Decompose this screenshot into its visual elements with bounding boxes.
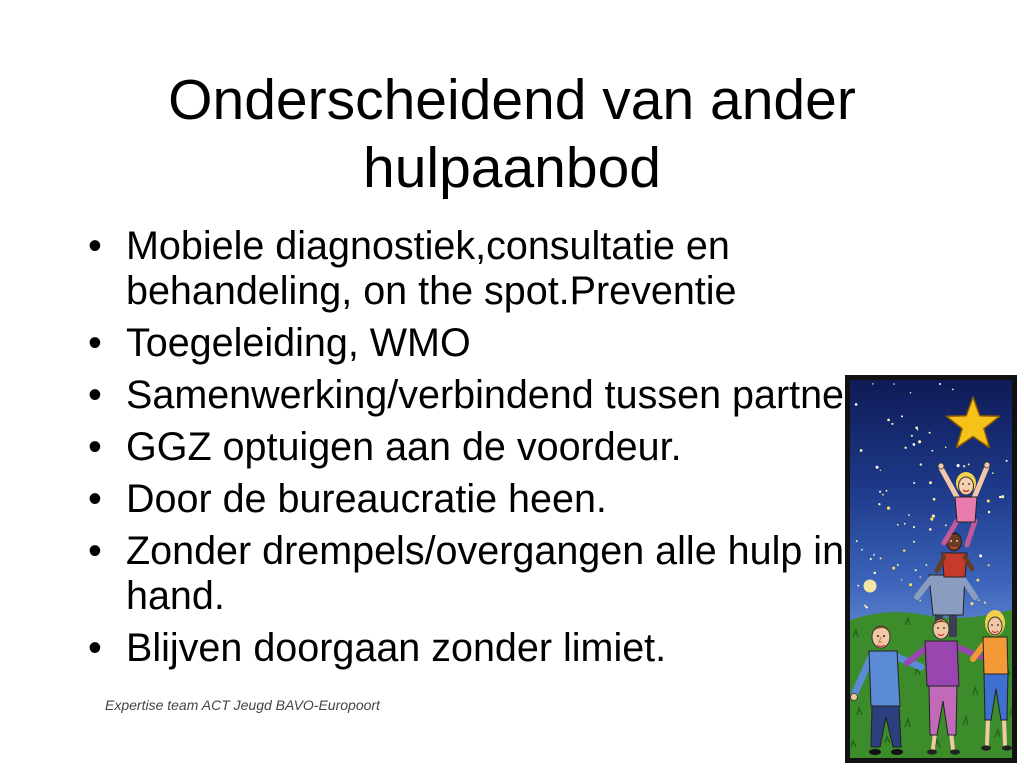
bullet-item	[88, 425, 844, 470]
star-dot	[857, 585, 859, 587]
star-dot	[873, 554, 875, 556]
star-dot	[887, 419, 890, 422]
star-dot	[918, 440, 921, 443]
bullet-dot-icon: •	[88, 373, 102, 417]
bullet-item	[88, 626, 844, 671]
star-dot	[887, 507, 890, 510]
star-dot	[979, 554, 982, 557]
bullet-text: behandeling, on the spot.Preventie	[126, 269, 737, 313]
star-dot	[855, 403, 858, 406]
star-dot	[945, 447, 947, 449]
bullet-dot-icon: •	[88, 477, 102, 521]
star-dot	[872, 383, 874, 385]
star-dot	[904, 447, 906, 449]
star-dot	[977, 579, 980, 582]
star-dot	[913, 541, 915, 543]
star-dot	[864, 605, 866, 607]
star-dot	[909, 583, 912, 586]
star-dot	[876, 466, 879, 469]
star-dot	[908, 514, 910, 516]
bullet-dot-icon: •	[88, 321, 102, 365]
star-dot	[874, 572, 877, 575]
bullet-text: Samenwerking/verbindend tussen partne	[126, 373, 845, 417]
star-dot	[919, 600, 921, 602]
star-dot	[930, 518, 933, 521]
star-dot	[860, 449, 863, 452]
star-dot	[939, 383, 941, 385]
star-dot	[999, 496, 1001, 498]
bullet-text: Mobiele diagnostiek,consultatie en	[126, 224, 730, 268]
bullet-item	[88, 373, 844, 418]
star-dot	[932, 515, 935, 518]
bullet-text: Door de bureaucratie heen.	[126, 477, 607, 521]
star-dot	[911, 435, 913, 437]
bullet-text: hand.	[126, 574, 225, 618]
star-dot	[929, 528, 932, 531]
star-dot	[865, 606, 867, 608]
star-dot	[904, 523, 906, 525]
star-dot	[893, 383, 895, 385]
star-dot	[870, 558, 872, 560]
star-dot	[963, 465, 965, 467]
star-dot	[988, 564, 990, 566]
star-dot	[913, 526, 915, 528]
bullet-dot-icon: •	[88, 425, 102, 469]
star-dot	[929, 481, 932, 484]
star-dot	[920, 463, 922, 465]
star-dot	[931, 450, 933, 452]
bullet-dot-icon: •	[88, 626, 102, 670]
star-dot	[952, 389, 954, 391]
bullet-list	[88, 224, 844, 671]
bullet-text: Zonder drempels/overgangen alle hulp in	[126, 529, 845, 573]
star-dot	[897, 564, 899, 566]
star-dot	[933, 498, 936, 501]
bullet-text: Toegeleiding, WMO	[126, 321, 471, 365]
star-dot	[886, 490, 888, 492]
star-dot	[878, 503, 880, 505]
star-dot	[992, 472, 994, 474]
star-dot	[978, 599, 980, 601]
star-dot	[897, 524, 899, 526]
star-dot	[910, 392, 911, 393]
star-dot	[903, 549, 905, 551]
star-dot	[987, 499, 990, 502]
star-dot	[929, 432, 931, 434]
star-dot	[892, 567, 895, 570]
slide-footer: Expertise team ACT Jeugd BAVO-Europoort	[105, 697, 380, 713]
star-dot	[957, 464, 960, 467]
star-dot	[917, 429, 918, 430]
star-dot	[880, 470, 881, 471]
slide-title-line-2: hulpaanbod	[363, 136, 661, 200]
star-dot	[984, 602, 986, 604]
star-dot	[919, 576, 921, 578]
star-dot	[901, 415, 903, 417]
bullet-item	[88, 529, 844, 619]
star-dot	[879, 491, 881, 493]
star-dot	[968, 463, 970, 465]
star-dot	[925, 564, 927, 566]
slide-title	[0, 66, 1024, 202]
star-dot	[1001, 495, 1004, 498]
bullet-dot-icon: •	[88, 529, 102, 573]
star-dot	[988, 511, 991, 514]
bullet-text: Blijven doorgaan zonder limiet.	[126, 626, 667, 670]
bullet-item	[88, 321, 844, 366]
bullet-item	[88, 224, 844, 314]
star-dot	[913, 482, 915, 484]
human-tower-under-stars-illustration	[845, 375, 1017, 763]
star-dot	[901, 579, 902, 580]
star-dot	[861, 549, 863, 551]
bullet-dot-icon: •	[88, 224, 102, 268]
star-dot	[882, 494, 884, 496]
star-dot	[913, 443, 916, 446]
star-dot	[856, 540, 858, 542]
star-dot	[970, 602, 973, 605]
slide-title-line-1: Onderscheidend van ander	[168, 68, 856, 132]
star-dot	[880, 557, 882, 559]
moon-icon	[864, 580, 877, 593]
star-dot	[891, 423, 893, 425]
star-dot	[915, 426, 918, 429]
star-dot	[945, 524, 947, 526]
bullet-item	[88, 477, 844, 522]
star-dot	[1006, 460, 1008, 462]
star-dot	[915, 569, 917, 571]
bullet-text: GGZ optuigen aan de voordeur.	[126, 425, 682, 469]
